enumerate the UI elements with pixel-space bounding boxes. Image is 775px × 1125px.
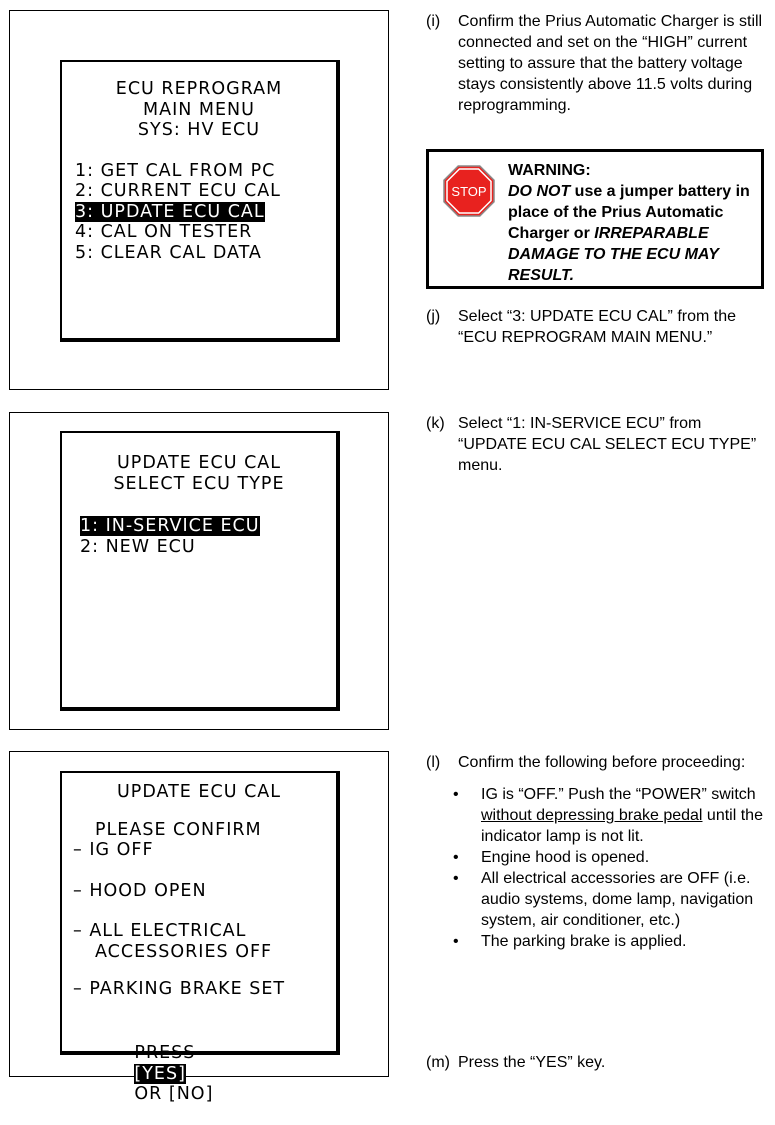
step-label: (j): [426, 308, 441, 325]
step-label: (k): [426, 415, 445, 432]
confirm-bullet-list: [426, 784, 766, 952]
confirm-heading: PLEASE CONFIRM: [95, 819, 262, 840]
menu-item-clear-cal: 5: CLEAR CAL DATA: [75, 242, 262, 263]
figure-frame-please-confirm: [9, 751, 389, 1104]
bullet-parking-brake: • The parking brake is applied.: [426, 931, 766, 952]
stop-sign-label: STOP: [451, 184, 487, 199]
menu-item-new-ecu: 2: NEW ECU: [80, 536, 196, 557]
step-i: [426, 11, 766, 116]
tester-screen-select-ecu-type: [60, 431, 340, 711]
menu-item-get-cal: 1: GET CAL FROM PC: [75, 160, 276, 181]
step-label: (i): [426, 13, 441, 30]
figure-frame-main-menu: [9, 10, 389, 390]
menu-item-current-cal: 2: CURRENT ECU CAL: [75, 181, 281, 201]
step-text: Select “1: IN-SERVICE ECU” from “UPDATE ECU CAL SELECT ECU TYPE” menu.: [458, 415, 757, 474]
menu-item-in-service-ecu-selected: 1: IN-SERVICE ECU: [80, 516, 260, 536]
menu-item-cal-on-tester: 4: CAL ON TESTER: [75, 222, 253, 242]
step-j: [426, 306, 766, 348]
menu-item-update-cal-selected: 3: UPDATE ECU CAL: [75, 201, 265, 222]
step-k: [426, 413, 766, 476]
or-no-prompt: OR [NO]: [134, 1084, 214, 1104]
confirm-item-accessories-off: ACCESSORIES OFF: [95, 941, 273, 962]
warning-do-not: DO NOT: [508, 183, 571, 200]
screen-title-line: SYS: HV ECU: [137, 120, 261, 140]
step-label: (m): [426, 1054, 450, 1071]
warning-damage-text: IRREPARABLE DAMAGE TO THE ECU MAY RESULT.: [508, 225, 719, 284]
screen-title-line: UPDATE ECU CAL: [116, 453, 282, 473]
screen-title-line: MAIN MENU: [143, 99, 255, 120]
screen-title: UPDATE ECU CAL: [116, 782, 282, 802]
press-prompt: PRESS: [134, 1043, 196, 1063]
step-l: [426, 752, 766, 952]
underlined-phrase: without depressing brake pedal: [481, 807, 703, 824]
confirm-item-electrical: ALL ELECTRICAL: [89, 921, 247, 941]
step-text: Confirm the Prius Automatic Charger is still connected and set on the “HIGH” current setting to assure that the battery voltage stays consistently above 11.5 volts during reprogramming.: [458, 13, 763, 114]
step-m: [426, 1052, 766, 1073]
confirm-item-ig-off: IG OFF: [89, 840, 154, 860]
tester-screen-please-confirm: UPDATE ECU CAL PLEASE CONFIRM – IG OFF – HOOD OPEN – ALL ELECTRICAL ACCESSORIES OFF – PARKING BRAKE SET PRESS [YES] OR [NO]: [60, 771, 340, 1055]
step-text: Press the “YES” key.: [458, 1054, 606, 1071]
confirm-item-hood-open: HOOD OPEN: [89, 880, 207, 901]
step-text: Select “3: UPDATE ECU CAL” from the “ECU REPROGRAM MAIN MENU.”: [458, 308, 736, 346]
step-label: (l): [426, 754, 441, 771]
step-text: Confirm the following before proceeding:: [458, 754, 746, 771]
screen-title-line: SELECT ECU TYPE: [113, 473, 285, 494]
bullet-hood: • Engine hood is opened.: [426, 847, 766, 868]
bullet-accessories: • All electrical accessories are OFF (i.e. audio systems, dome lamp, navigation system, air conditioner, etc.): [426, 868, 766, 931]
yes-key-highlight: [YES]: [134, 1063, 186, 1084]
screen-title-line: ECU REPROGRAM: [115, 79, 283, 99]
warning-heading: WARNING:: [508, 162, 591, 179]
figure-frame-select-ecu-type: [9, 412, 389, 730]
bullet-ig-off: • IG is “OFF.” Push the “POWER” switch without depressing brake pedal until the indicator lamp is not lit.: [426, 784, 766, 847]
confirm-item-parking-brake: PARKING BRAKE SET: [89, 979, 286, 999]
warning-mid-text: use a jumper battery in place of the Prius Automatic Charger or: [508, 183, 750, 242]
tester-screen-main-menu: [60, 60, 340, 342]
stop-sign-icon: [443, 165, 495, 217]
warning-box: [426, 149, 764, 289]
